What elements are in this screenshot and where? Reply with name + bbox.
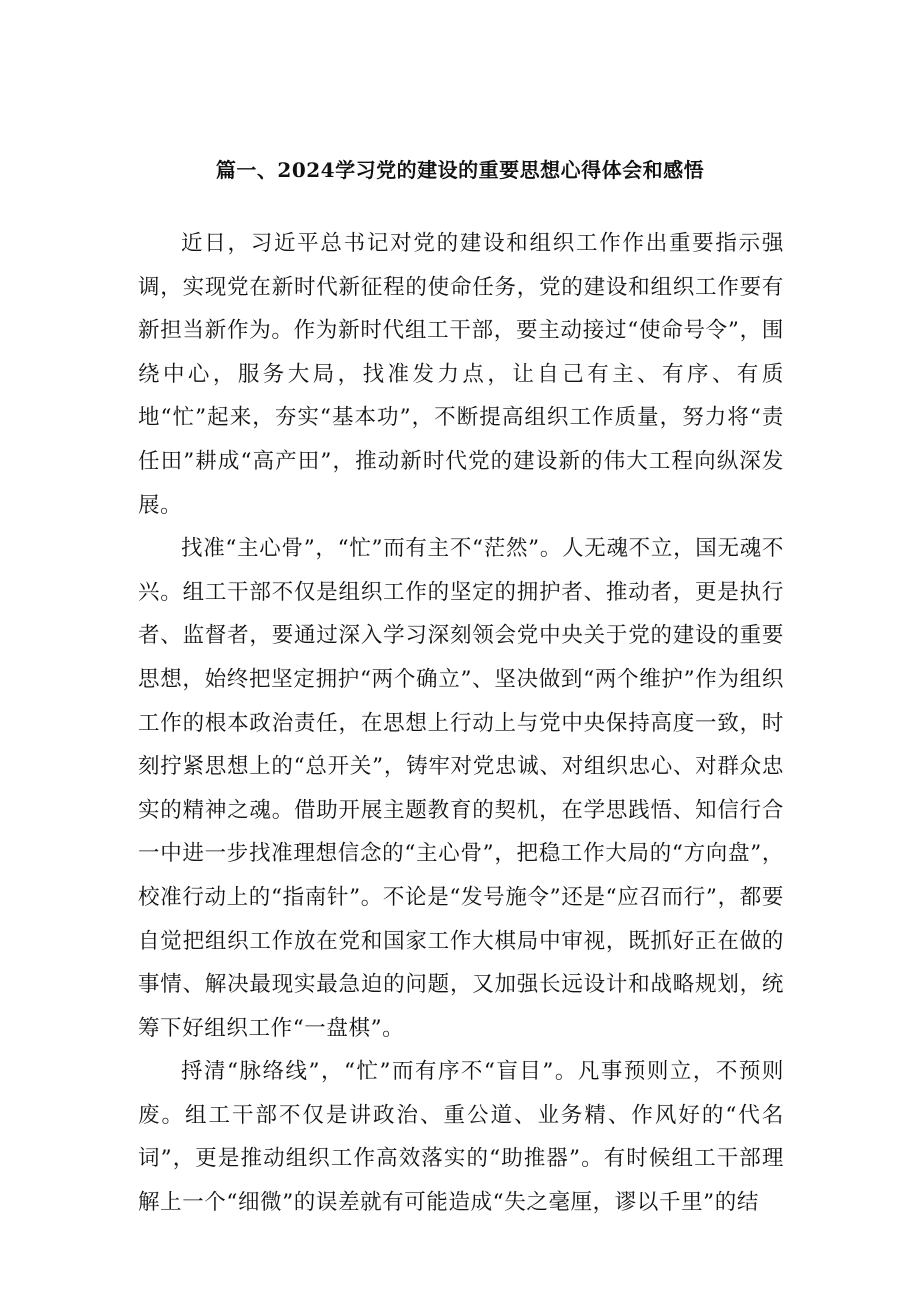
paragraph-2: 找准“主心骨”，“忙”而有主不“茫然”。人无魂不立，国无魂不兴。组工干部不仅是组织工作的坚定的拥护者、推动者，更是执行者、监督者，要通过深入学习深刻领会党中央关于党的建设的重要思想，始终把坚定拥护“两个确立”、坚决做到“两个维护”作为组织工作的根本政治责任，在思想上行动上与党中央保持高度一致，时刻拧紧思想上的“总开关”，铸牢对党忠诚、对组织忠心、对群众忠实的精神之魂。借助开展主题教育的契机，在学思践悟、知信行合一中进一步找准理想信念的“主心骨”，把稳工作大局的“方向盘”，校准行动上的“指南针”。不论是“发号施令”还是“应召而行”，都要自觉把组织工作放在党和国家工作大棋局中审视，既抓好正在做的事情、解决最现实最急迫的问题，又加强长远设计和战略规划，统筹下好组织工作“一盘棋”。	[138, 536, 784, 1041]
paragraph-1: 近日，习近平总书记对党的建设和组织工作作出重要指示强调，实现党在新时代新征程的使命任务，党的建设和组织工作要有新担当新作为。作为新时代组工干部，要主动接过“使命号令”，围绕中心，服务大局，找准发力点，让自己有主、有序、有质地“忙”起来，夯实“基本功”，不断提高组织工作质量，努力将“责任田”耕成“高产田”，推动新时代党的建设新的伟大工程向纵深发展。	[138, 231, 784, 518]
document-title: 篇一、2024学习党的建设的重要思想心得体会和感悟	[215, 158, 705, 182]
paragraph-3: 捋清“脉络线”，“忙”而有序不“盲目”。凡事预则立，不预则废。组工干部不仅是讲政治、重公道、业务精、作风好的“代名词”，更是推动组织工作高效落实的“助推器”。有时候组工干部理解上一个“细微”的误差就有可能造成“失之毫厘，谬以千里”的结	[138, 1059, 784, 1216]
document-body	[138, 222, 784, 1225]
